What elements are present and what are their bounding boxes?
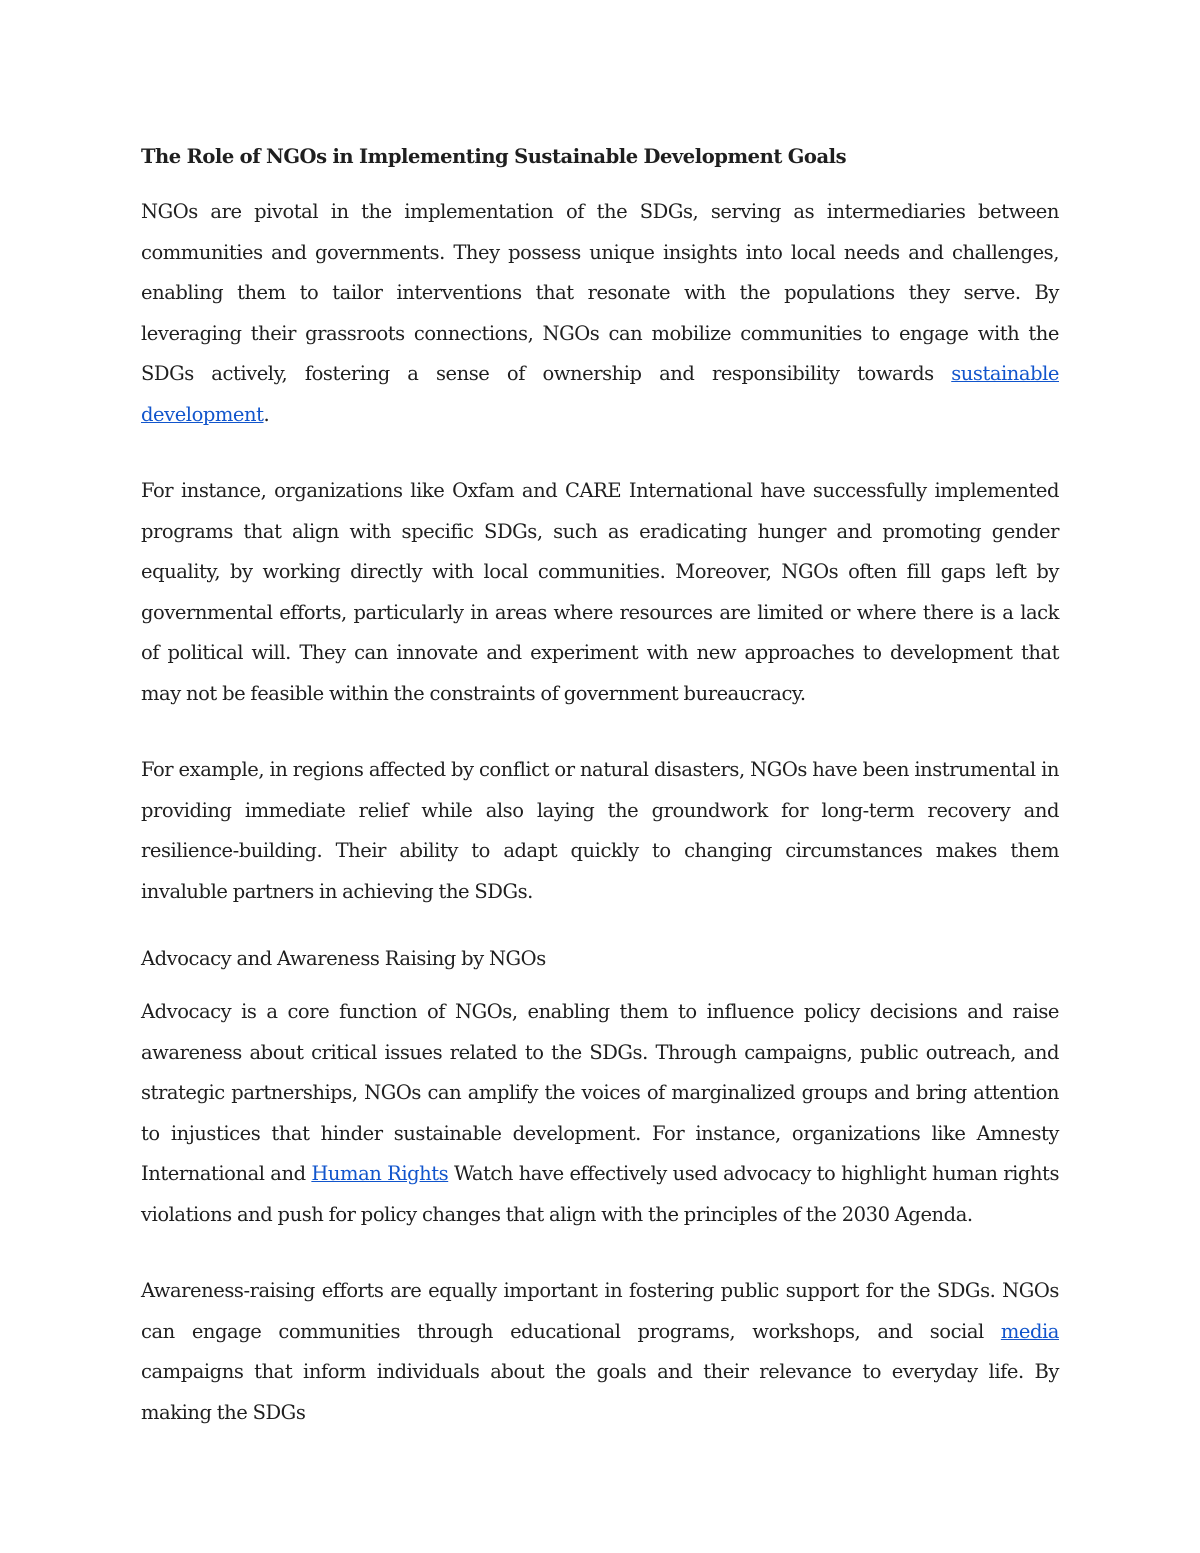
paragraph-example: For example, in regions affected by conflict or natural disasters, NGOs have been instrumental in providing immediate relief while also laying the groundwork for long-term recovery and resilience-building. Their ability to adapt quickly to changing circumstances makes them invaluble partners in achieving the SDGs. [141,758,1059,903]
paragraph-text: Awareness-raising efforts are equally important in fostering public support for the SDGs. NGOs can engage communities through educational programs, workshops, and social [141,1279,1059,1343]
paragraph-advocacy [141,992,1059,1235]
paragraph-text: . [263,402,270,426]
paragraph-awareness [141,1271,1059,1433]
paragraph-text: Watch have effectively used advocacy to highlight human rights violations and push for policy changes that align with the principles of the 2030 Agenda. [141,1162,1060,1226]
paragraph-text: campaigns that inform individuals about the goals and their relevance to everyday life. By making the SDGs [141,1360,1059,1424]
paragraph-ngo-role [141,192,1059,435]
section-subheading: Advocacy and Awareness Raising by NGOs [141,947,546,970]
paragraph-text: Advocacy is a core function of NGOs, enabling them to influence policy decisions and raise awareness about critical issues related to the SDGs. Through campaigns, public outreach, and strategic partnerships, NGOs can amplify the voices of marginalized groups and bring attention to injustices that hinder sustainable development. For instance, organizations like Amnesty International and [141,1000,1059,1185]
human-rights-link[interactable]: Human Rights [311,1162,449,1185]
media-link[interactable]: media [1000,1319,1059,1343]
document-title: The Role of NGOs in Implementing Sustainable Development Goals [141,145,847,168]
sustainable-development-link[interactable]: sustainable development [141,362,1059,426]
paragraph-text: NGOs are pivotal in the implementation of the SDGs, serving as intermediaries between communities and governments. They possess unique insights into local needs and challenges, enabling them to tailor interventions that resonate with the populations they serve. By leveraging their grassroots connections, NGOs can mobilize communities to engage with the SDGs actively, fostering a sense of ownership and responsibility towards [141,200,1059,385]
paragraph-instance: For instance, organizations like Oxfam and CARE International have successfully implemented programs that align with specific SDGs, such as eradicating hunger and promoting gender equality, by working directly with local communities. Moreover, NGOs often fill gaps left by governmental efforts, particularly in areas where resources are limited or where there is a lack of political will. They can innovate and experiment with new approaches to development that may not be feasible within the constraints of government bureaucracy. [141,479,1059,705]
document-page [141,140,1059,1469]
